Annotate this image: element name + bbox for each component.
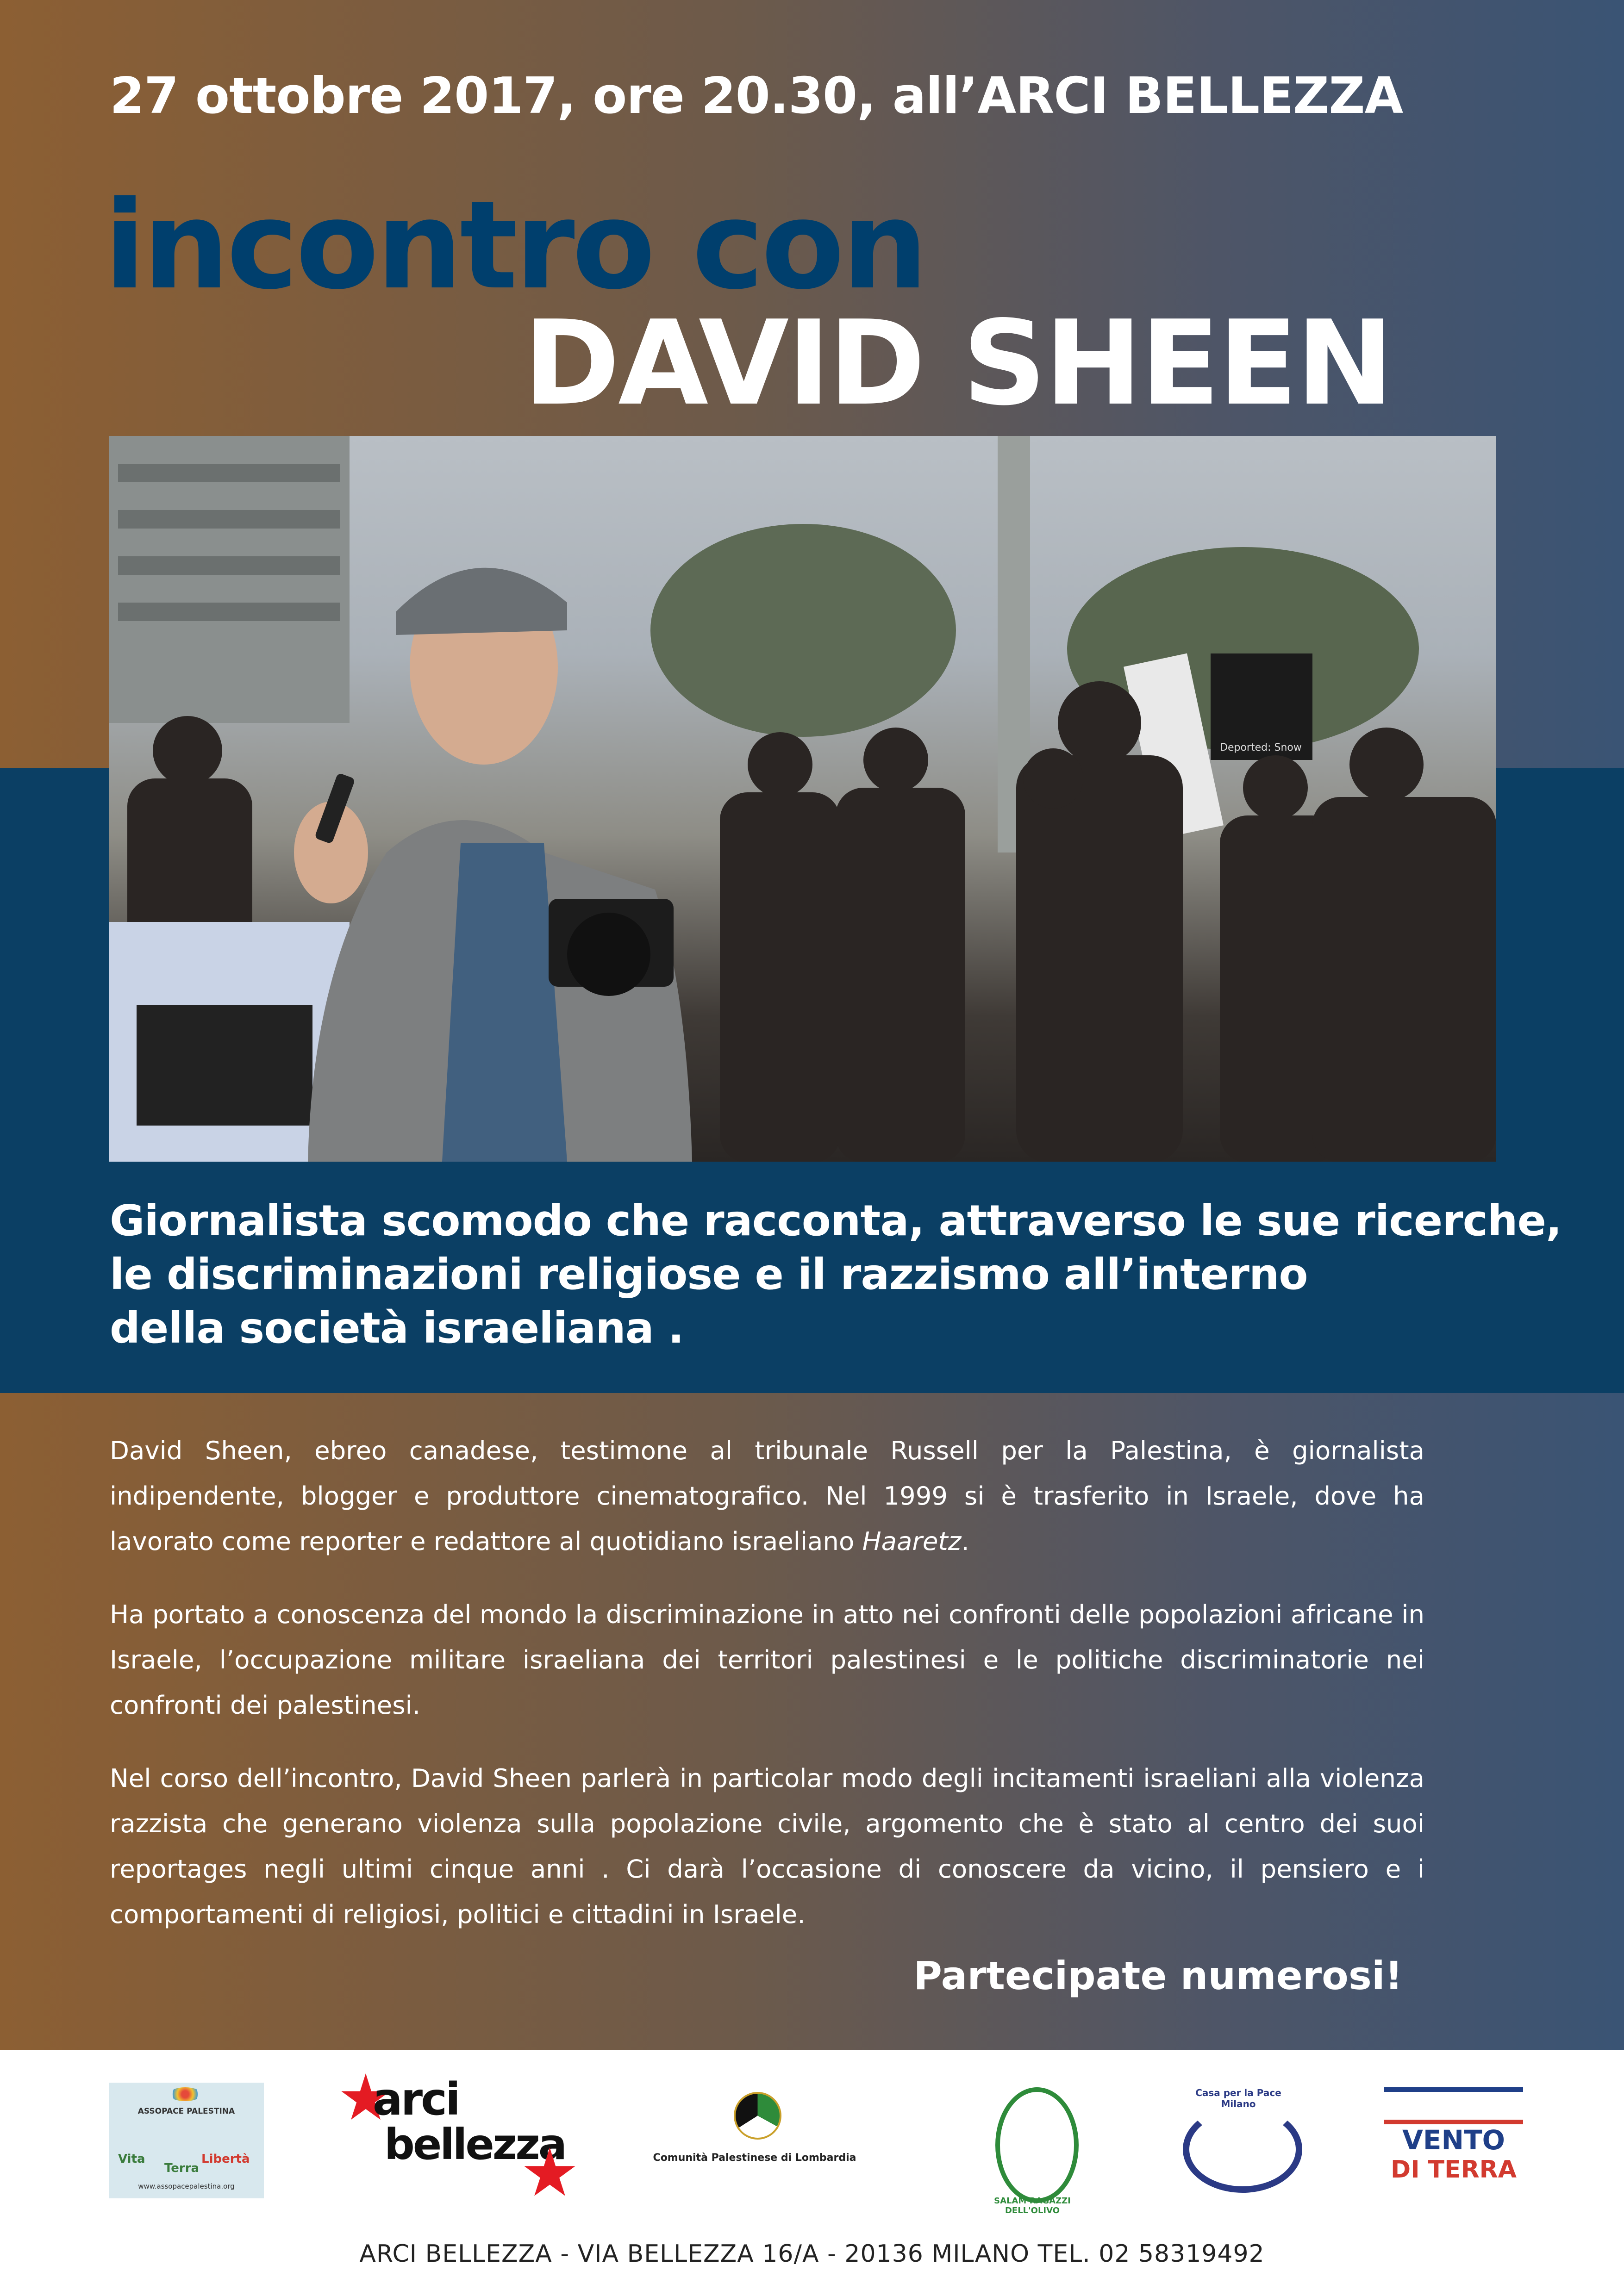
vento-di-terra-logo	[1384, 2087, 1523, 2194]
speaker-name: DAVID SHEEN	[523, 296, 1392, 431]
subtitle-line: le discriminazioni religiose e il razzismo all’interno	[110, 1250, 1308, 1299]
body-text	[110, 1428, 1424, 1965]
bellezza-word: bellezza	[384, 2120, 565, 2169]
body-paragraph: David Sheen, ebreo canadese, testimone al tribunale Russell per la Palestina, è giornalista indipendente, blogger e produttore cinematografico. Nel 1999 si è trasferito in Israele, dove ha lavorato come reporter e redattore al quotidiano israeliano Haaretz.	[110, 1436, 1424, 1556]
dome-emblem-icon	[734, 2092, 781, 2140]
assopace-vita: Vita	[118, 2152, 145, 2166]
doves-icon	[169, 2087, 201, 2101]
assopace-header: ASSOPACE PALESTINA	[137, 2107, 235, 2116]
protest-sign-text: Deported: Snow	[1220, 742, 1302, 753]
arci-bellezza-logo	[340, 2073, 581, 2203]
assopace-liberta: Libertà	[201, 2152, 250, 2166]
speaker-photo	[109, 436, 1496, 1162]
arci-word: arci	[373, 2073, 459, 2125]
casa-label: Casa per la Pace Milano	[1195, 2087, 1281, 2109]
di-terra-word: DI TERRA	[1391, 2156, 1517, 2184]
subtitle	[110, 1194, 1562, 1355]
subtitle-line: della società israeliana .	[110, 1303, 684, 1353]
event-date-line: 27 ottobre 2017, ore 20.30, all’ARCI BELLEZZA	[110, 67, 1403, 125]
closing-call: Partecipate numerosi!	[913, 1953, 1403, 1998]
footer-address: ARCI BELLEZZA - VIA BELLEZZA 16/A - 20136 MILANO TEL. 02 58319492	[359, 2240, 1265, 2268]
assopace-terra: Terra	[164, 2161, 200, 2175]
assopace-logo	[109, 2083, 264, 2198]
salam-label: SALAM RAGAZZI DELL'OLIVO	[994, 2196, 1071, 2215]
sponsor-logos	[0, 2050, 1624, 2245]
assopace-url: www.assopacepalestina.org	[138, 2182, 235, 2190]
comunita-palestinese-logo	[643, 2092, 866, 2194]
salam-logo	[974, 2069, 1090, 2215]
newspaper-name: Haaretz	[862, 1526, 962, 1556]
body-paragraph: Nel corso dell’incontro, David Sheen parlerà in particolar modo degli incitamenti israeliani alla violenza razzista che generano violenza sulla popolazione civile, argomento che è stato al centro dei suoi reportages negli ultimi cinque anni . Ci darà l’occasione di conoscere da vicino, il pensiero e i comportamenti di religiosi, politici e cittadini in Israele.	[110, 1763, 1424, 1929]
olive-figure-icon	[995, 2087, 1079, 2203]
vento-word: VENTO	[1402, 2124, 1505, 2156]
casa-per-la-pace-logo	[1178, 2087, 1299, 2194]
wave-icon	[1384, 2087, 1523, 2124]
comunita-label: Comunità Palestinese di Lombardia	[653, 2152, 856, 2164]
subtitle-line: Giornalista scomodo che racconta, attraverso le sue ricerche,	[110, 1196, 1562, 1245]
title-pre: incontro con	[104, 175, 925, 316]
body-paragraph: Ha portato a conoscenza del mondo la discriminazione in atto nei confronti delle popolazioni africane in Israele, l’occupazione militare israeliana dei territori palestinesi e le politiche discriminatorie nei confronti dei palestinesi.	[110, 1599, 1424, 1720]
ark-icon	[1183, 2106, 1302, 2193]
